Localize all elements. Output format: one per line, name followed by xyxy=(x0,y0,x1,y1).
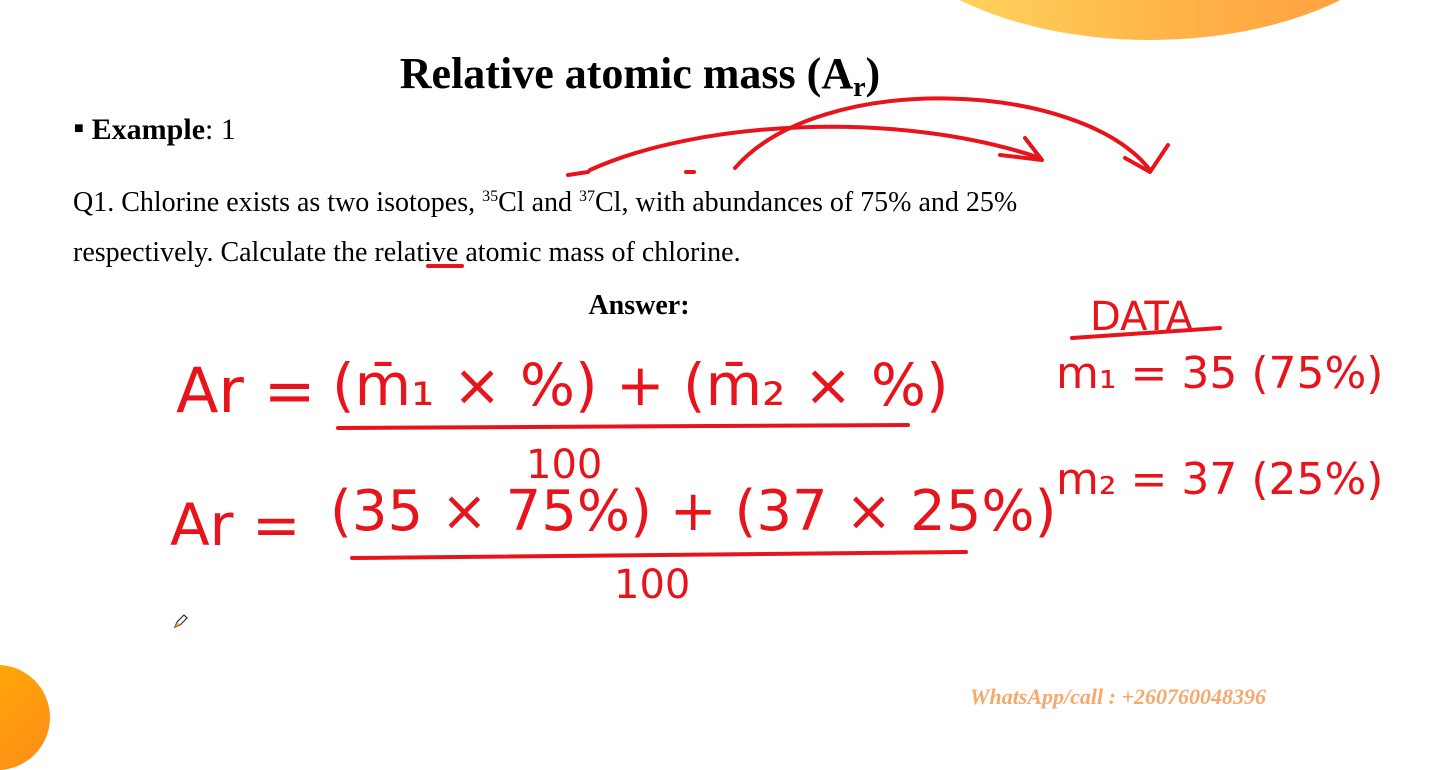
eq2-fraction-bar xyxy=(352,552,966,558)
question-line-1: Q1. Chlorine exists as two isotopes, $^{35}$Cl and $^{37}$Cl, with abundances of 75% and 25% xyxy=(73,187,1018,218)
eq1-denominator: 100 xyxy=(526,442,603,488)
eq1-lhs: Ar = xyxy=(176,354,316,427)
data-title: DATA xyxy=(1090,294,1194,340)
tick-mark-1 xyxy=(568,172,588,175)
pen-cursor-icon xyxy=(172,612,190,630)
answer-label: Answer: xyxy=(588,290,690,321)
example-label: Example xyxy=(91,113,206,146)
slide-title: Relative atomic mass $(A_r)$ xyxy=(399,49,881,103)
data-m2: m₂ = 37 (25%) xyxy=(1056,454,1384,505)
example-heading: ■ Example: 1 xyxy=(74,113,236,146)
example-number: 1 xyxy=(220,113,236,146)
eq1-fraction-bar xyxy=(338,425,908,428)
bullet-icon: ■ xyxy=(74,120,84,137)
data-m1: m₁ = 35 (75%) xyxy=(1056,348,1384,399)
arrow-to-75 xyxy=(590,127,1040,170)
eq1-numerator: (m̄₁ × %) + (m̄₂ × %) xyxy=(332,351,949,419)
eq2-numerator: (35 × 75%) + (37 × 25%) xyxy=(330,479,1057,544)
question-line-2: respectively. Calculate the relative atomic mass of chlorine. xyxy=(73,237,741,268)
eq2-lhs: Ar = xyxy=(170,491,301,559)
eq2-denominator: 100 xyxy=(614,562,691,608)
footer-contact: WhatsApp/call : +260760048396 xyxy=(969,684,1266,709)
